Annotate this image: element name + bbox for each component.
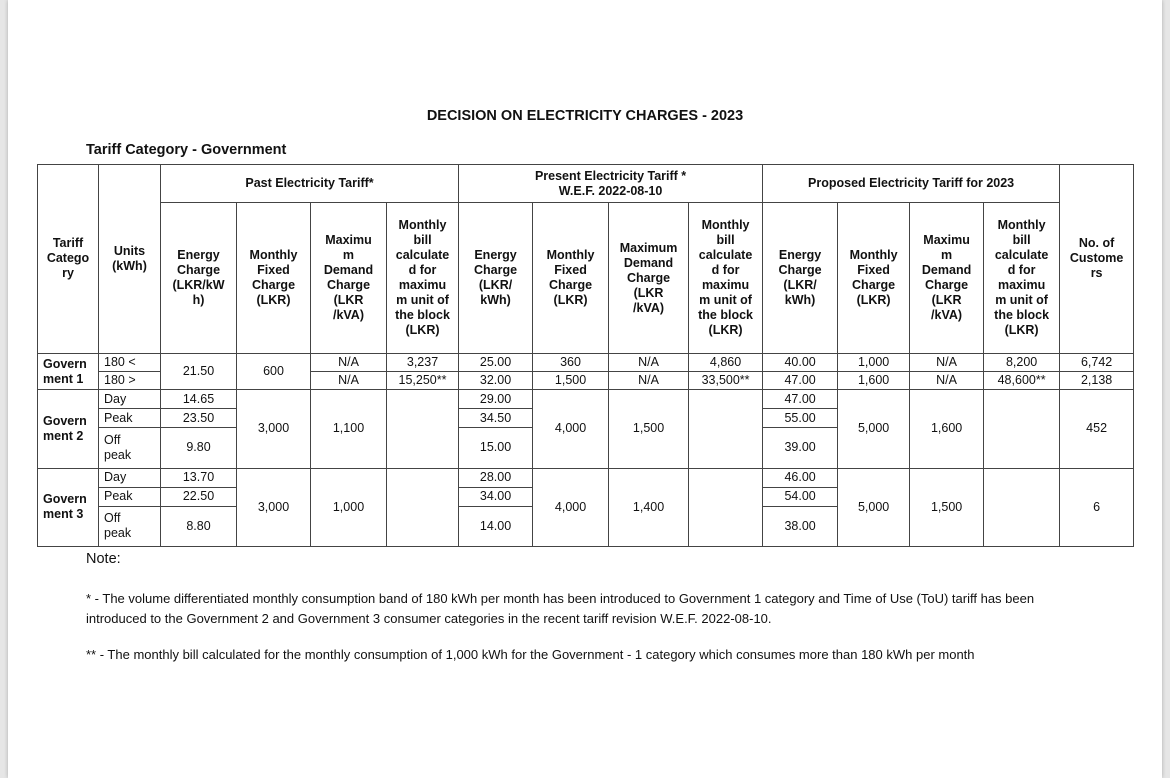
units-cell: 180 > bbox=[99, 372, 161, 390]
header-customers: No. of Custome rs bbox=[1060, 165, 1134, 354]
table-cell: 33,500** bbox=[689, 372, 763, 390]
table-cell: 23.50 bbox=[161, 409, 237, 428]
table-cell: 360 bbox=[533, 353, 609, 371]
table-cell: 13.70 bbox=[161, 468, 237, 487]
table-cell: 25.00 bbox=[459, 353, 533, 371]
table-cell: 4,000 bbox=[533, 468, 609, 546]
units-cell: 180 < bbox=[99, 353, 161, 371]
table-cell: 34.00 bbox=[459, 487, 533, 506]
table-cell: 3,000 bbox=[237, 468, 311, 546]
category-government-3: Govern ment 3 bbox=[38, 468, 99, 546]
table-cell: 1,400 bbox=[609, 468, 689, 546]
table-cell: N/A bbox=[609, 353, 689, 371]
table-cell: 22.50 bbox=[161, 487, 237, 506]
table-cell-empty bbox=[689, 390, 763, 468]
header-present-fixed: Monthly Fixed Charge (LKR) bbox=[533, 203, 609, 354]
table-cell: 1,500 bbox=[533, 372, 609, 390]
header-present-tariff: Present Electricity Tariff * W.E.F. 2022-08-10 bbox=[459, 165, 763, 203]
table-cell: 8.80 bbox=[161, 506, 237, 546]
tariff-table bbox=[37, 164, 1134, 547]
header-row-columns bbox=[38, 203, 1134, 354]
table-cell: 14.65 bbox=[161, 390, 237, 409]
table-cell: 452 bbox=[1060, 390, 1134, 468]
table-cell: 1,000 bbox=[838, 353, 910, 371]
table-cell: 55.00 bbox=[763, 409, 838, 428]
table-cell-empty bbox=[387, 468, 459, 546]
table-cell: 28.00 bbox=[459, 468, 533, 487]
table-cell: 40.00 bbox=[763, 353, 838, 371]
table-cell: 8,200 bbox=[984, 353, 1060, 371]
header-row-groups bbox=[38, 165, 1134, 203]
header-proposed-demand: Maximu m Demand Charge (LKR /kVA) bbox=[910, 203, 984, 354]
units-cell: Day bbox=[99, 390, 161, 409]
header-proposed-tariff: Proposed Electricity Tariff for 2023 bbox=[763, 165, 1060, 203]
table-row bbox=[38, 353, 1134, 371]
table-cell: 1,000 bbox=[311, 468, 387, 546]
category-government-1: Govern ment 1 bbox=[38, 353, 99, 389]
header-proposed-fixed: Monthly Fixed Charge (LKR) bbox=[838, 203, 910, 354]
header-past-bill: Monthly bill calculate d for maximu m unit of the block (LKR) bbox=[387, 203, 459, 354]
table-cell: 6,742 bbox=[1060, 353, 1134, 371]
table-cell: 39.00 bbox=[763, 428, 838, 468]
header-proposed-energy: Energy Charge (LKR/ kWh) bbox=[763, 203, 838, 354]
table-cell: 15,250** bbox=[387, 372, 459, 390]
table-cell: 1,600 bbox=[910, 390, 984, 468]
header-present-demand: Maximum Demand Charge (LKR /kVA) bbox=[609, 203, 689, 354]
note-double-asterisk: ** - The monthly bill calculated for the monthly consumption of 1,000 kWh for the Government - 1 category which consumes more than 180 kWh per month bbox=[86, 647, 975, 662]
table-cell: 48,600** bbox=[984, 372, 1060, 390]
table-cell: N/A bbox=[910, 353, 984, 371]
table-cell: 46.00 bbox=[763, 468, 838, 487]
table-cell: 5,000 bbox=[838, 390, 910, 468]
table-cell: N/A bbox=[910, 372, 984, 390]
table-cell: 32.00 bbox=[459, 372, 533, 390]
table-cell: 600 bbox=[237, 353, 311, 389]
header-present-bill: Monthly bill calculate d for maximu m unit of the block (LKR) bbox=[689, 203, 763, 354]
table-cell-empty bbox=[984, 390, 1060, 468]
note-label: Note: bbox=[86, 551, 121, 567]
table-row bbox=[38, 468, 1134, 487]
table-cell: N/A bbox=[311, 372, 387, 390]
units-cell: Off peak bbox=[104, 511, 132, 541]
units-cell: Peak bbox=[99, 487, 161, 506]
table-cell-empty bbox=[387, 390, 459, 468]
header-units: Units (kWh) bbox=[99, 165, 161, 354]
header-past-demand: Maximu m Demand Charge (LKR /kVA) bbox=[311, 203, 387, 354]
table-cell-empty bbox=[984, 468, 1060, 546]
table-cell: 15.00 bbox=[459, 428, 533, 468]
table-cell: N/A bbox=[609, 372, 689, 390]
category-government-2: Govern ment 2 bbox=[38, 390, 99, 468]
header-category: Tariff Catego ry bbox=[38, 165, 99, 354]
header-present-energy: Energy Charge (LKR/ kWh) bbox=[459, 203, 533, 354]
table-cell: 54.00 bbox=[763, 487, 838, 506]
tariff-category-heading: Tariff Category - Government bbox=[86, 142, 287, 158]
note-single-asterisk: * - The volume differentiated monthly consumption band of 180 kWh per month has been introduced to Government 1 category and Time of Use (ToU) tariff has been introduced to the Government 2 and Government 3 consumer categories in the recent tariff revision W.E.F. 2022-08-10. bbox=[86, 591, 1035, 626]
header-past-tariff: Past Electricity Tariff* bbox=[161, 165, 459, 203]
table-cell: 1,600 bbox=[838, 372, 910, 390]
table-cell: 14.00 bbox=[459, 506, 533, 546]
table-cell: 2,138 bbox=[1060, 372, 1134, 390]
table-cell: 5,000 bbox=[838, 468, 910, 546]
table-cell: 34.50 bbox=[459, 409, 533, 428]
table-cell: 1,500 bbox=[910, 468, 984, 546]
units-cell: Peak bbox=[99, 409, 161, 428]
table-row bbox=[38, 390, 1134, 409]
table-cell: 38.00 bbox=[763, 506, 838, 546]
table-cell: 47.00 bbox=[763, 372, 838, 390]
document-title: DECISION ON ELECTRICITY CHARGES - 2023 bbox=[426, 108, 744, 124]
table-cell: 1,100 bbox=[311, 390, 387, 468]
units-cell: Day bbox=[99, 468, 161, 487]
table-cell: 6 bbox=[1060, 468, 1134, 546]
table-cell: 9.80 bbox=[161, 428, 237, 468]
table-cell: 3,000 bbox=[237, 390, 311, 468]
header-past-fixed: Monthly Fixed Charge (LKR) bbox=[237, 203, 311, 354]
table-cell: 47.00 bbox=[763, 390, 838, 409]
table-cell: 29.00 bbox=[459, 390, 533, 409]
table-cell: 21.50 bbox=[161, 353, 237, 389]
table-cell: 1,500 bbox=[609, 390, 689, 468]
table-cell: 3,237 bbox=[387, 353, 459, 371]
units-cell: Off peak bbox=[104, 432, 132, 462]
header-past-energy: Energy Charge (LKR/kW h) bbox=[161, 203, 237, 354]
header-proposed-bill: Monthly bill calculate d for maximu m unit of the block (LKR) bbox=[984, 203, 1060, 354]
table-cell-empty bbox=[689, 468, 763, 546]
table-cell: 4,860 bbox=[689, 353, 763, 371]
table-cell: N/A bbox=[311, 353, 387, 371]
table-cell: 4,000 bbox=[533, 390, 609, 468]
